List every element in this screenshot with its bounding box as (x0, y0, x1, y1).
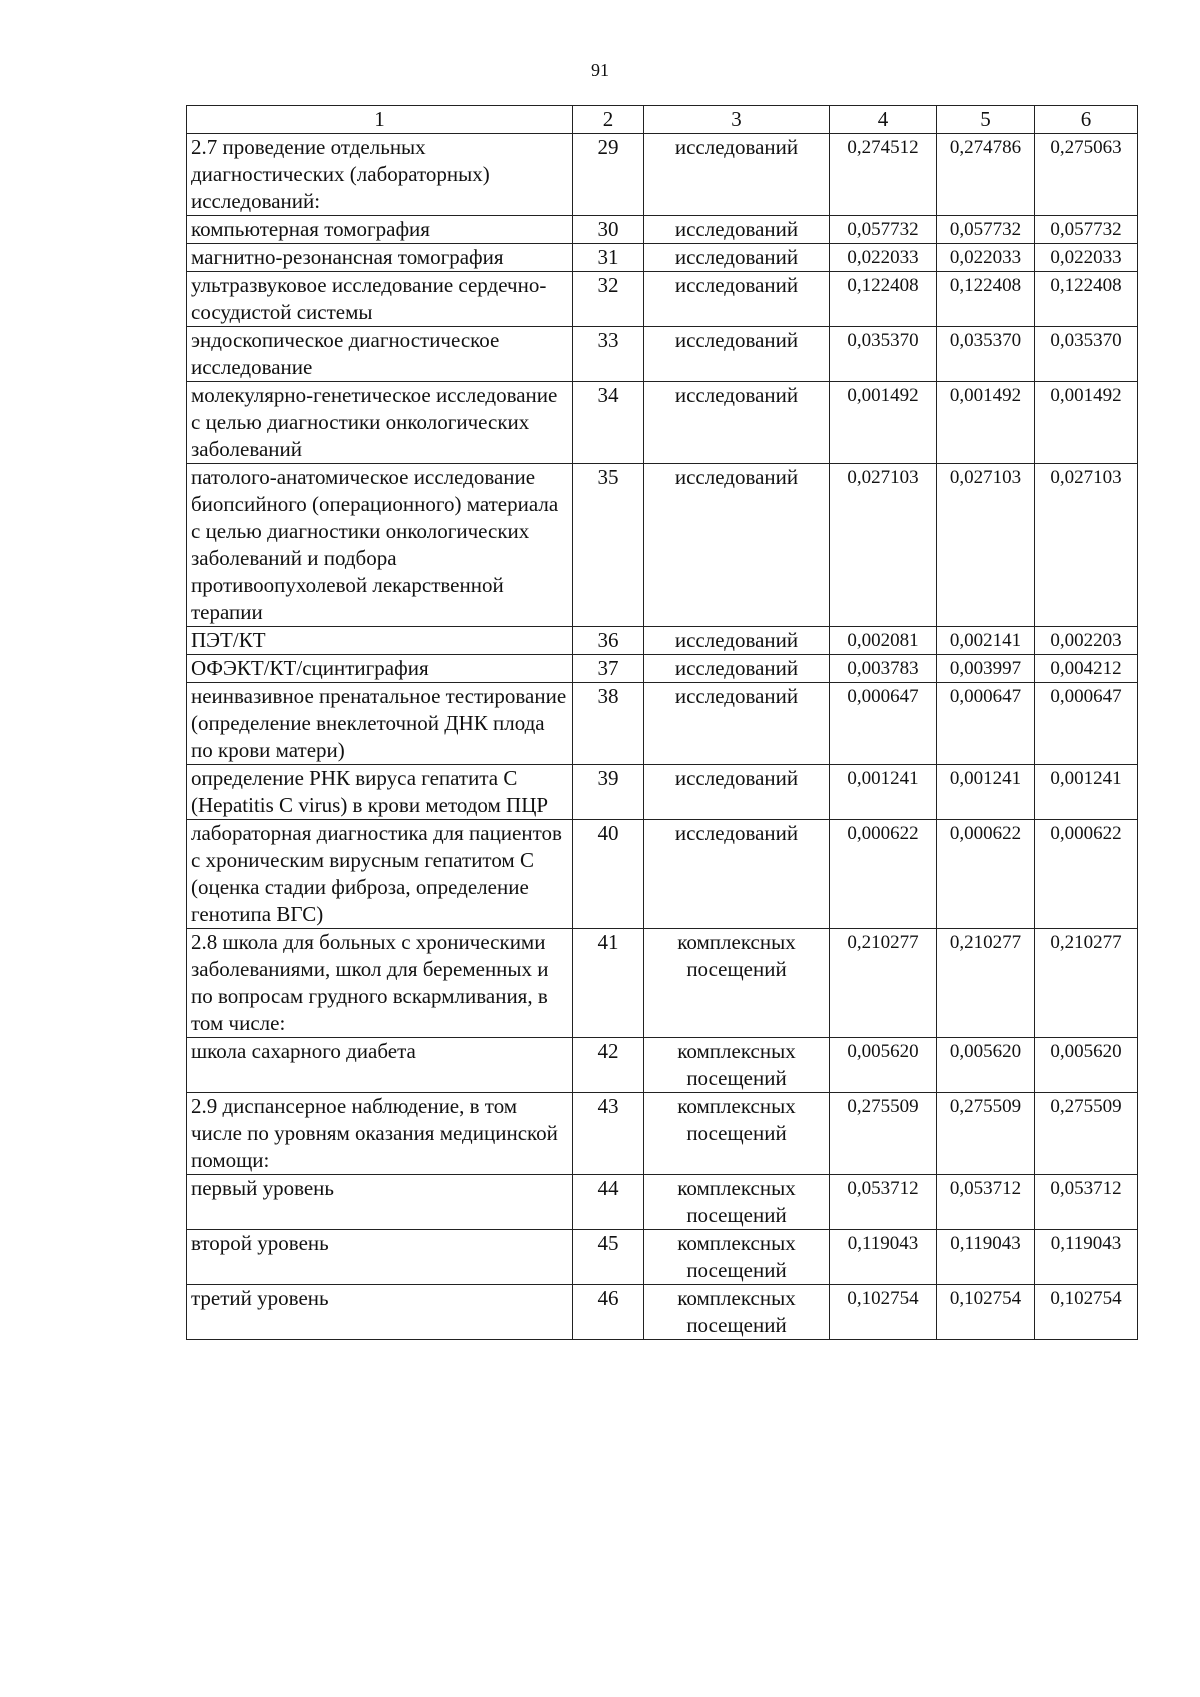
table-row (187, 820, 1138, 929)
row-value-col4: 0,035370 (830, 327, 937, 382)
row-name: первый уровень (187, 1175, 573, 1230)
row-value-col5: 0,053712 (937, 1175, 1035, 1230)
header-col-5: 5 (937, 106, 1035, 134)
row-value-col5: 0,001492 (937, 382, 1035, 464)
row-value-col5: 0,005620 (937, 1038, 1035, 1093)
row-value-col4: 0,275509 (830, 1093, 937, 1175)
row-unit: комплексных посещений (644, 1093, 830, 1175)
row-name: 2.9 диспансерное наблюдение, в том числе по уровням оказания медицинской помощи: (187, 1093, 573, 1175)
row-unit: исследований (644, 683, 830, 765)
row-value-col5: 0,001241 (937, 765, 1035, 820)
row-value-col6: 0,000647 (1035, 683, 1138, 765)
row-value-col5: 0,002141 (937, 627, 1035, 655)
table-row (187, 244, 1138, 272)
table-row (187, 1093, 1138, 1175)
row-code: 43 (573, 1093, 644, 1175)
row-value-col6: 0,035370 (1035, 327, 1138, 382)
row-unit: комплексных посещений (644, 1038, 830, 1093)
row-code: 33 (573, 327, 644, 382)
table-row (187, 929, 1138, 1038)
row-name: неинвазивное пренатальное тестирование (определение внеклеточной ДНК плода по крови матери) (187, 683, 573, 765)
row-name: компьютерная томография (187, 216, 573, 244)
row-value-col4: 0,022033 (830, 244, 937, 272)
row-value-col4: 0,001241 (830, 765, 937, 820)
header-col-2: 2 (573, 106, 644, 134)
row-value-col6: 0,275063 (1035, 134, 1138, 216)
row-value-col4: 0,000647 (830, 683, 937, 765)
row-value-col6: 0,005620 (1035, 1038, 1138, 1093)
row-value-col6: 0,027103 (1035, 464, 1138, 627)
row-value-col4: 0,001492 (830, 382, 937, 464)
row-unit: комплексных посещений (644, 1175, 830, 1230)
row-unit: комплексных посещений (644, 1230, 830, 1285)
row-value-col4: 0,005620 (830, 1038, 937, 1093)
row-value-col4: 0,119043 (830, 1230, 937, 1285)
row-name: молекулярно-генетическое исследование с целью диагностики онкологических заболеваний (187, 382, 573, 464)
row-name: лабораторная диагностика для пациентов с хроническим вирусным гепатитом C (оценка стадии фиброза, определение генотипа ВГС) (187, 820, 573, 929)
table-row (187, 216, 1138, 244)
row-value-col6: 0,102754 (1035, 1285, 1138, 1340)
row-code: 31 (573, 244, 644, 272)
table-row (187, 272, 1138, 327)
row-unit: исследований (644, 134, 830, 216)
row-unit: исследований (644, 272, 830, 327)
row-value-col4: 0,057732 (830, 216, 937, 244)
row-value-col5: 0,003997 (937, 655, 1035, 683)
row-value-col6: 0,119043 (1035, 1230, 1138, 1285)
row-unit: комплексных посещений (644, 1285, 830, 1340)
row-value-col4: 0,274512 (830, 134, 937, 216)
row-code: 45 (573, 1230, 644, 1285)
row-name: ультразвуковое исследование сердечно-сосудистой системы (187, 272, 573, 327)
row-value-col6: 0,004212 (1035, 655, 1138, 683)
row-code: 41 (573, 929, 644, 1038)
row-value-col5: 0,057732 (937, 216, 1035, 244)
table-row (187, 765, 1138, 820)
row-value-col4: 0,002081 (830, 627, 937, 655)
row-code: 40 (573, 820, 644, 929)
row-unit: исследований (644, 820, 830, 929)
row-value-col5: 0,000622 (937, 820, 1035, 929)
header-col-3: 3 (644, 106, 830, 134)
header-col-6: 6 (1035, 106, 1138, 134)
row-value-col6: 0,210277 (1035, 929, 1138, 1038)
header-col-4: 4 (830, 106, 937, 134)
row-code: 44 (573, 1175, 644, 1230)
row-code: 36 (573, 627, 644, 655)
table-row (187, 382, 1138, 464)
table-row (187, 655, 1138, 683)
row-unit: комплексных посещений (644, 929, 830, 1038)
row-value-col6: 0,022033 (1035, 244, 1138, 272)
row-value-col5: 0,000647 (937, 683, 1035, 765)
row-value-col6: 0,001492 (1035, 382, 1138, 464)
row-code: 37 (573, 655, 644, 683)
row-value-col6: 0,122408 (1035, 272, 1138, 327)
table-row (187, 134, 1138, 216)
row-value-col5: 0,210277 (937, 929, 1035, 1038)
table-row (187, 683, 1138, 765)
row-unit: исследований (644, 765, 830, 820)
page-number: 91 (591, 60, 609, 80)
row-code: 34 (573, 382, 644, 464)
table-row (187, 464, 1138, 627)
row-code: 42 (573, 1038, 644, 1093)
row-value-col6: 0,002203 (1035, 627, 1138, 655)
row-value-col4: 0,027103 (830, 464, 937, 627)
row-name: ОФЭКТ/КТ/сцинтиграфия (187, 655, 573, 683)
row-value-col6: 0,057732 (1035, 216, 1138, 244)
row-value-col4: 0,210277 (830, 929, 937, 1038)
row-value-col5: 0,027103 (937, 464, 1035, 627)
row-name: патолого-анатомическое исследование биопсийного (операционного) материала с целью диагностики онкологических заболеваний и подбора противоопухолевой лекарственной терапии (187, 464, 573, 627)
row-value-col4: 0,003783 (830, 655, 937, 683)
row-code: 46 (573, 1285, 644, 1340)
row-value-col5: 0,274786 (937, 134, 1035, 216)
row-code: 29 (573, 134, 644, 216)
row-unit: исследований (644, 382, 830, 464)
row-value-col5: 0,275509 (937, 1093, 1035, 1175)
row-value-col5: 0,122408 (937, 272, 1035, 327)
row-unit: исследований (644, 655, 830, 683)
row-unit: исследований (644, 216, 830, 244)
table-row (187, 1230, 1138, 1285)
row-code: 35 (573, 464, 644, 627)
row-name: определение РНК вируса гепатита C (Hepatitis C virus) в крови методом ПЦР (187, 765, 573, 820)
table-body (187, 134, 1138, 1340)
table-row (187, 1175, 1138, 1230)
row-unit: исследований (644, 244, 830, 272)
header-col-1: 1 (187, 106, 573, 134)
row-unit: исследований (644, 327, 830, 382)
row-name: 2.7 проведение отдельных диагностических (лабораторных) исследований: (187, 134, 573, 216)
header-row (187, 106, 1138, 134)
row-value-col5: 0,119043 (937, 1230, 1035, 1285)
row-name: третий уровень (187, 1285, 573, 1340)
row-value-col4: 0,102754 (830, 1285, 937, 1340)
row-code: 32 (573, 272, 644, 327)
row-name: магнитно-резонансная томография (187, 244, 573, 272)
row-name: 2.8 школа для больных с хроническими заболеваниями, школ для беременных и по вопросам грудного вскармливания, в том числе: (187, 929, 573, 1038)
row-name: эндоскопическое диагностическое исследование (187, 327, 573, 382)
table-header (187, 106, 1138, 134)
row-value-col4: 0,122408 (830, 272, 937, 327)
row-value-col6: 0,000622 (1035, 820, 1138, 929)
row-code: 39 (573, 765, 644, 820)
row-unit: исследований (644, 464, 830, 627)
row-value-col4: 0,000622 (830, 820, 937, 929)
row-name: школа сахарного диабета (187, 1038, 573, 1093)
row-value-col6: 0,001241 (1035, 765, 1138, 820)
row-code: 38 (573, 683, 644, 765)
row-name: ПЭТ/КТ (187, 627, 573, 655)
row-value-col5: 0,022033 (937, 244, 1035, 272)
row-name: второй уровень (187, 1230, 573, 1285)
table-row (187, 327, 1138, 382)
row-unit: исследований (644, 627, 830, 655)
table-row (187, 627, 1138, 655)
row-value-col4: 0,053712 (830, 1175, 937, 1230)
row-value-col6: 0,275509 (1035, 1093, 1138, 1175)
row-value-col6: 0,053712 (1035, 1175, 1138, 1230)
row-value-col5: 0,102754 (937, 1285, 1035, 1340)
table-row (187, 1285, 1138, 1340)
table-row (187, 1038, 1138, 1093)
data-table (186, 105, 1138, 1340)
row-value-col5: 0,035370 (937, 327, 1035, 382)
row-code: 30 (573, 216, 644, 244)
